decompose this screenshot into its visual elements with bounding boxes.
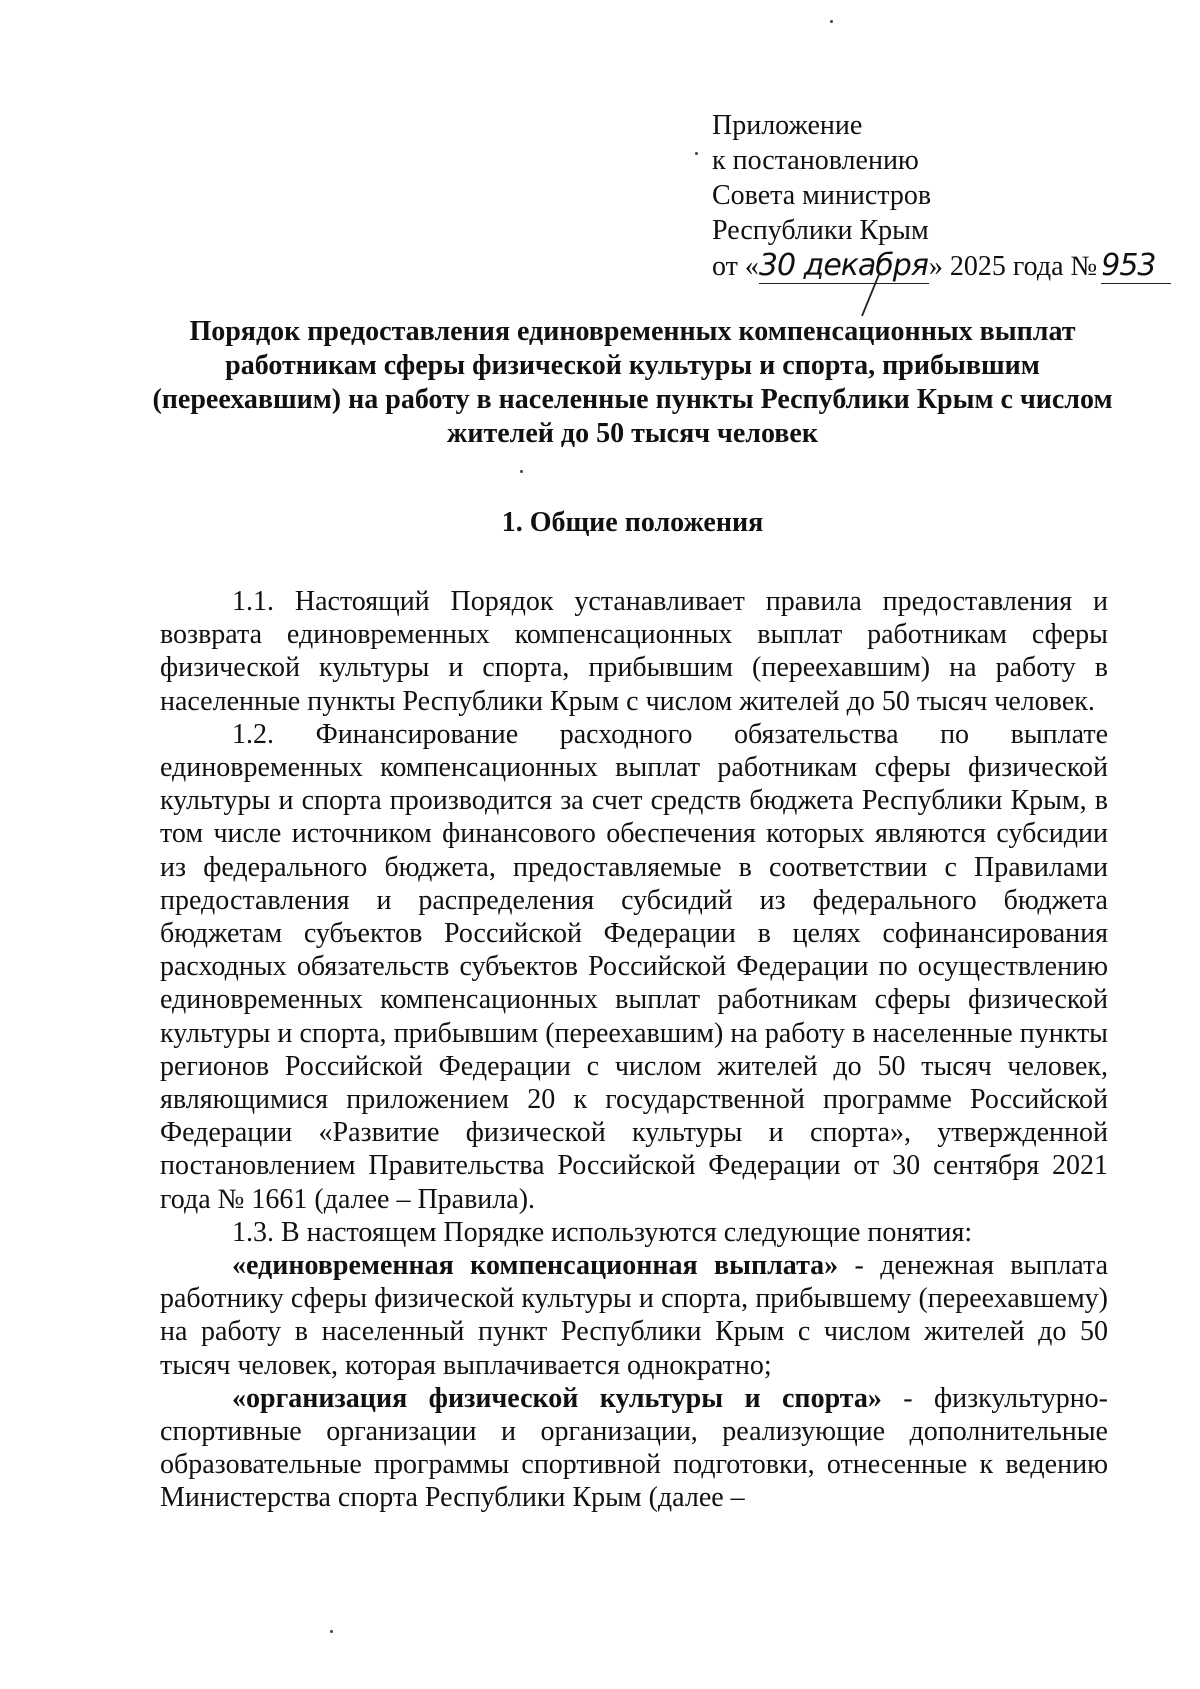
- appendix-line-2: к постановлению: [712, 145, 919, 176]
- appendix-line-1: Приложение: [712, 110, 863, 141]
- appendix-date-line: [712, 248, 1171, 284]
- appendix-line-4: Республики Крым: [712, 215, 929, 246]
- document-body: [160, 585, 1108, 1515]
- paragraph-1-3: 1.3. В настоящем Порядке используются следующие понятия:: [232, 1216, 973, 1248]
- definition-item: [160, 1382, 1108, 1515]
- section-heading: 1. Общие положения: [501, 507, 764, 538]
- definition-term: «единовременная компенсационная выплата»: [232, 1250, 839, 1282]
- appendix-block: [712, 108, 1171, 284]
- scan-speck: [830, 20, 833, 23]
- date-prefix: от «: [712, 251, 759, 282]
- definition-text: - физкультурно-спортивные организации и организации, реализующие дополнительные образовательные программы спортивной подготовки, отнесенные к ведению Министерства спорта Республики Крым (далее –: [160, 1382, 1109, 1514]
- scan-speck: [520, 470, 523, 473]
- definition-text: - денежная выплата работнику сферы физической культуры и спорта, прибывшему (переехавшему) на работу в населенный пункт Республики Крым с числом жителей до 50 тысяч человек, которая выплачивается однократно;: [160, 1250, 1109, 1381]
- scan-speck: [330, 1630, 333, 1633]
- handwritten-date: 30 декабря: [758, 248, 928, 283]
- document-title: Порядок предоставления единовременных компенсационных выплат работникам сферы физической культуры и спорта, прибывшим (переехавшим) на работу в населенные пункты Республики Крым с числом жителей до 50 тысяч человек: [152, 316, 1113, 449]
- definition-term: «организация физической культуры и спорта»: [232, 1382, 882, 1414]
- scan-speck: [695, 152, 698, 155]
- appendix-line-3: Совета министров: [712, 180, 932, 211]
- handwritten-number: 953: [1101, 248, 1171, 284]
- paragraph-1-1: 1.1. Настоящий Порядок устанавливает правила предоставления и возврата единовременных компенсационных выплат работникам сферы физической культуры и спорта, прибывшим (переехавшим) на работу в населенные пункты Республики Крым с числом жителей до 50 тысяч человек.: [160, 586, 1108, 717]
- pen-stroke-mark: [850, 270, 890, 318]
- date-suffix: » 2025 года №: [928, 251, 1098, 282]
- paragraph-1-2: 1.2. Финансирование расходного обязательства по выплате единовременных компенсационных выплат работникам сферы физической культуры и спорта производится за счет средств бюджета Республики Крым, в том числе источником финансового обеспечения которых являются субсидии из федерального бюджета, предоставляемые в соответствии с Правилами предоставления и распределения субсидий из федерального бюджета бюджетам субъектов Российской Федерации в целях софинансирования расходных обязательств субъектов Российской Федерации по осуществлению единовременных компенсационных выплат работникам сферы физической культуры и спорта, прибывшим (переехавшим) на работу в населенные пункты регионов Российской Федерации с числом жителей до 50 тысяч человек, являющимися приложением 20 к государственной программе Российской Федерации «Развитие физической культуры и спорта», утвержденной постановлением Правительства Российской Федерации от 30 сентября 2021 года № 1661 (далее – Правила).: [160, 718, 1108, 1215]
- definition-item: [160, 1249, 1108, 1382]
